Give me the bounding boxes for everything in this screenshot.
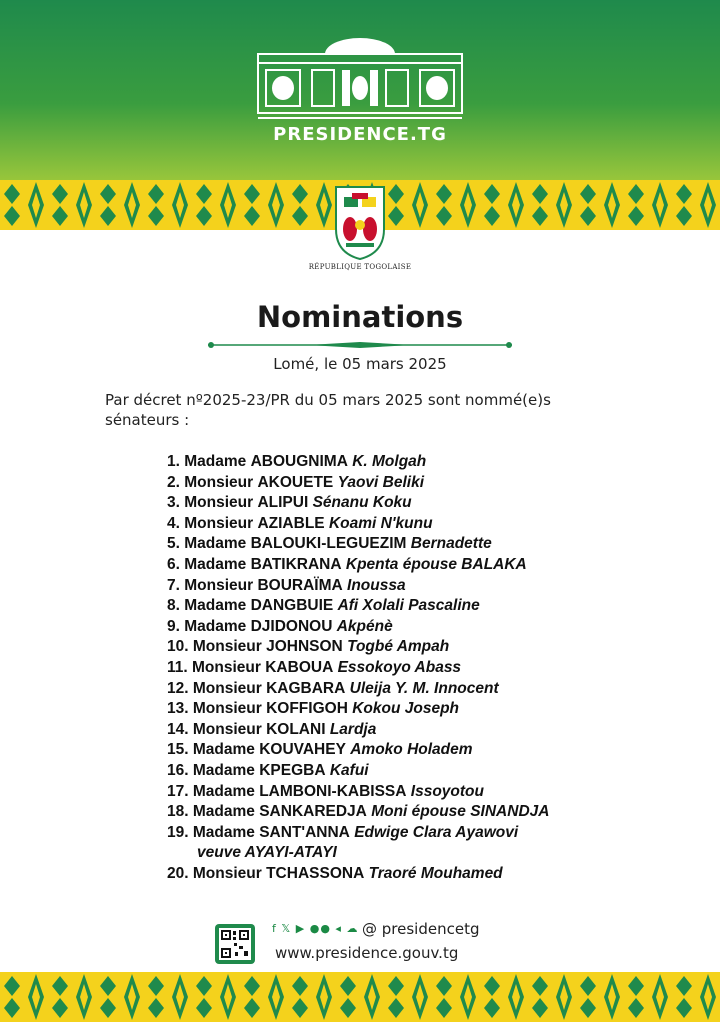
telegram-icon[interactable]: ◂ [335,922,342,935]
senator-name: TCHASSONA [266,864,365,882]
senator-number: 9. [167,617,180,635]
senator-first-names: Lardja [329,720,377,738]
list-item [167,740,549,761]
senator-first-names: Edwige Clara Ayawovi [354,823,519,841]
senator-number: 19. [167,823,189,841]
site-name: PRESIDENCE.TG [273,124,447,145]
senator-number: 13. [167,700,189,718]
senator-first-names: Yaovi Beliki [337,473,425,491]
list-item [167,802,549,823]
decorative-band-bottom [0,972,720,1022]
senator-name: KABOUA [265,658,334,676]
senator-civility: Monsieur [192,658,261,676]
senator-first-names: Traoré Mouhamed [368,864,503,882]
list-item [167,782,549,803]
senator-civility: Madame [184,597,247,615]
senator-name: KAGBARA [266,679,346,697]
senator-name: BALOUKI-LEGUEZIM [250,535,407,553]
social-icons [272,922,358,935]
list-item [167,596,549,617]
senator-civility: Monsieur [192,700,262,718]
senator-number: 14. [167,720,189,738]
senator-first-names: K. Molgah [352,453,427,470]
senator-civility: Monsieur [192,679,262,697]
senator-civility: Monsieur [192,638,262,656]
republic-caption: RÉPUBLIQUE TOGOLAISE [308,263,412,271]
page-title: Nominations [256,300,464,334]
list-item [167,720,549,741]
senator-name: DANGBUIE [250,597,334,615]
x-icon[interactable]: 𝕏 [281,922,292,935]
senator-civility: Madame [192,761,255,779]
senator-name: BOURAÏMA [257,576,343,594]
website-link[interactable]: www.presidence.gouv.tg [275,944,459,962]
footer [215,918,535,968]
list-item [167,473,549,494]
list-item [167,452,549,473]
senator-first-names: Koami N'kunu [328,514,433,532]
senator-civility: Monsieur [184,576,254,594]
list-item [167,534,549,555]
senator-civility: Monsieur [192,720,262,738]
list-item [167,699,549,720]
senators-list [167,452,549,884]
list-item [167,637,549,658]
senator-name: BATIKRANA [250,555,342,573]
senator-number: 1. [167,453,180,470]
senator-number: 20. [167,864,189,882]
list-item [167,658,549,679]
senator-first-names: Essokoyo Abass [337,658,462,676]
youtube-icon[interactable]: ▶ [295,922,306,935]
list-item [167,679,549,700]
senator-first-names: Akpénè [336,617,393,635]
senator-name: SANKAREDJA [259,803,367,821]
senator-number: 10. [167,638,189,656]
list-item [167,555,549,576]
senator-civility: Madame [184,535,247,553]
senator-first-names: Togbé Ampah [347,638,450,656]
social-handle[interactable]: @ presidencetg [362,920,480,938]
senator-continuation: veuve AYAYI-ATAYI [197,844,337,862]
senator-number: 7. [167,576,180,594]
senator-number: 16. [167,761,189,779]
senator-number: 6. [167,555,180,573]
senator-number: 3. [167,494,180,512]
senator-name: JOHNSON [266,638,343,656]
flickr-icon[interactable]: ●● [309,922,331,935]
senator-civility: Madame [192,803,255,821]
senator-first-names: Kpenta épouse BALAKA [345,555,527,573]
senator-civility: Madame [192,741,255,759]
senator-first-names: Sénanu Koku [312,494,412,512]
senator-number: 12. [167,679,189,697]
list-item [167,864,549,885]
list-item [167,514,549,535]
senator-civility: Madame [192,823,255,841]
list-item [167,823,549,864]
senator-number: 5. [167,535,180,553]
senator-name: KOFFIGOH [266,700,348,718]
list-item [167,761,549,782]
document-date: Lomé, le 05 mars 2025 [273,355,447,373]
senator-number: 2. [167,473,180,491]
senator-civility: Madame [184,617,247,635]
list-item [167,576,549,597]
senator-civility: Madame [192,782,255,800]
senator-name: KOUVAHEY [259,741,346,759]
senator-number: 11. [167,658,188,676]
senator-first-names: Uleija Y. M. Innocent [349,679,499,697]
senator-civility: Monsieur [184,494,254,512]
title-divider [208,341,512,349]
list-item [167,617,549,638]
senator-name: DJIDONOU [250,617,333,635]
facebook-icon[interactable]: f [272,922,277,935]
senator-first-names: Bernadette [410,535,492,553]
senator-name: AKOUETE [257,473,334,491]
senator-first-names: Issoyotou [410,782,484,800]
senator-civility: Monsieur [184,514,254,532]
senator-name: KPEGBA [259,761,326,779]
senator-first-names: Moni épouse SINANDJA [371,803,550,821]
senator-first-names: Inoussa [347,576,406,594]
senator-name: LAMBONI-KABISSA [259,782,407,800]
coat-of-arms-emblem [330,183,390,261]
senator-first-names: Kafui [329,761,369,779]
senator-civility: Madame [184,453,247,470]
senator-number: 15. [167,741,189,759]
senator-civility: Monsieur [184,473,254,491]
senator-civility: Madame [184,555,247,573]
list-item [167,493,549,514]
senator-number: 4. [167,514,180,532]
senator-number: 18. [167,803,189,821]
senator-name: ABOUGNIMA [250,453,348,470]
decree-intro: Par décret nº2025-23/PR du 05 mars 2025 sont nommé(e)s sénateurs : [105,391,551,429]
senator-number: 8. [167,597,180,615]
senator-name: AZIABLE [257,514,325,532]
qr-code-icon[interactable] [215,924,255,964]
senator-civility: Monsieur [192,864,262,882]
presidential-palace-logo [250,38,470,122]
senator-name: KOLANI [266,720,326,738]
senator-number: 17. [167,782,189,800]
senator-first-names: Kokou Joseph [352,700,460,718]
senator-first-names: Amoko Holadem [350,741,473,759]
senator-name: SANT'ANNA [259,823,350,841]
soundcloud-icon[interactable]: ☁ [346,922,359,935]
senator-first-names: Afi Xolali Pascaline [337,597,480,615]
senator-name: ALIPUI [257,494,309,512]
